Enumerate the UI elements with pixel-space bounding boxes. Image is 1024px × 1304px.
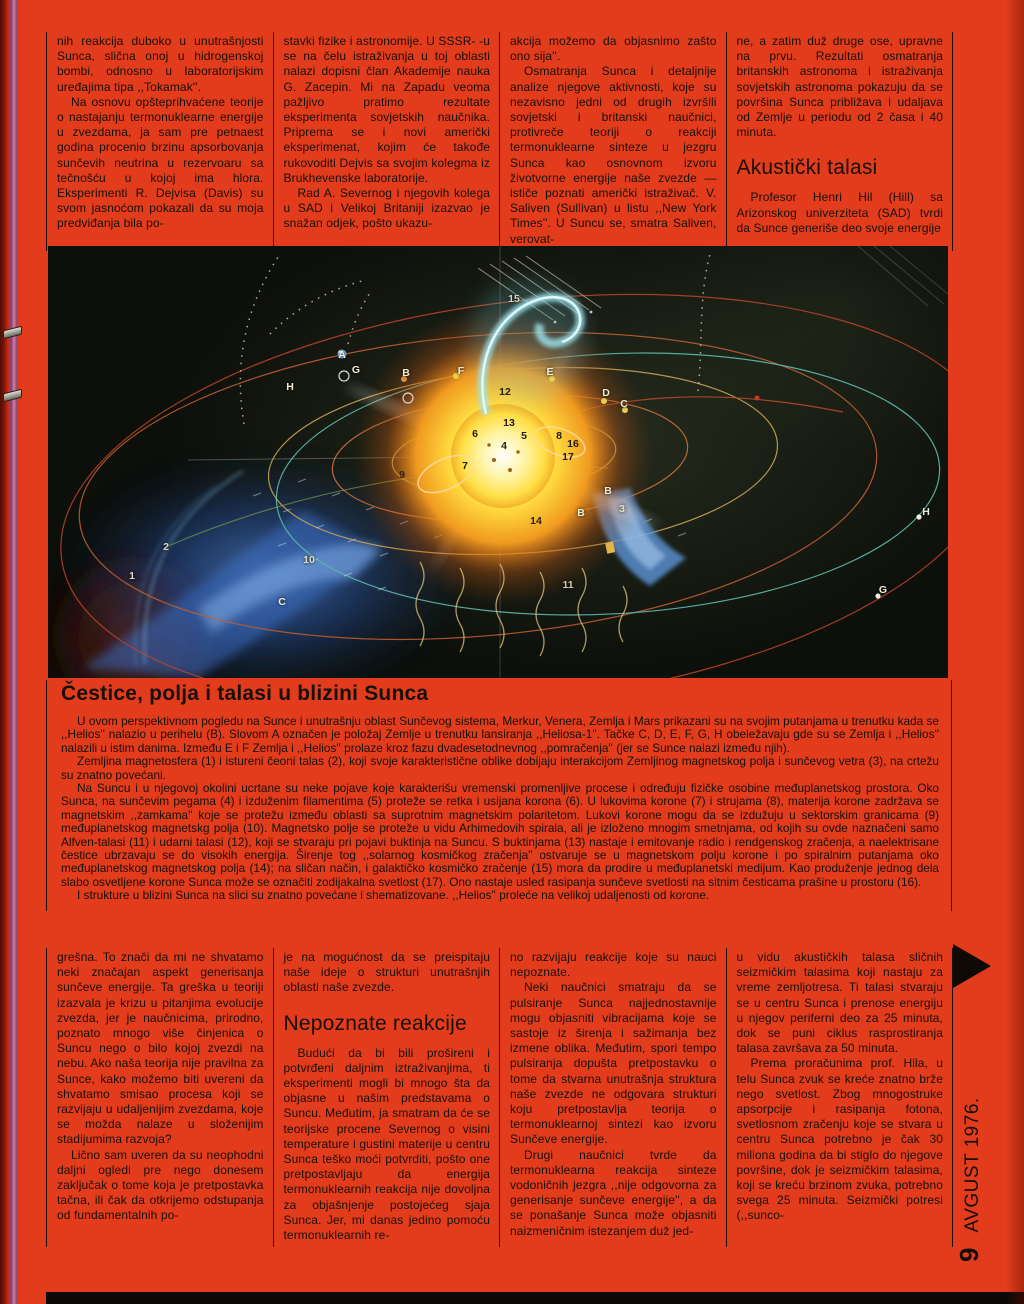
- figure-label-6: 6: [472, 428, 478, 440]
- red-dot-marker: [755, 396, 760, 401]
- paragraph: nih reakcija duboko u unutrašnjosti Sunca, slična onoj u hidrogenskoj bombi, odnosno u laboratorijskim uređajima tipa ,,Tokamak''.: [57, 34, 264, 94]
- figure-label-A: A: [338, 349, 346, 361]
- text-column-7: [500, 948, 727, 1247]
- page-edge-shadow: [1006, 0, 1024, 1304]
- paragraph: Lično sam uveren da su neophodni daljni ogledi pre nego donesem zaključak o tome koja je pretpostavka tačna, ili čak da otkrijemo odstupanja od fundamentalnih po-: [57, 1147, 264, 1223]
- text-column-4: [727, 32, 954, 251]
- sunspot: [508, 468, 512, 472]
- figure-label-14: 14: [530, 515, 542, 527]
- figure-label-13: 13: [503, 417, 515, 429]
- paragraph: Na osnovu opšteprihvaćene teorije o nastajanju termonuklearne energije u zvezdama, ja sam pre petnaest godina procenio brzinu apsorbovanja sunčevih neutrina u rezervoaru sa tečnošću u kojoj ima hlora. Eksperimenti R. Dejvisa (Davis) su svom jasnoćom pokazali da su moja predviđanja bila po-: [57, 94, 264, 231]
- figure-label-12: 12: [499, 386, 511, 398]
- figure-label-D: D: [602, 387, 610, 399]
- page-number: 9: [954, 1247, 984, 1262]
- text-column-6: [274, 948, 501, 1247]
- figure-label-7: 7: [462, 460, 468, 472]
- text-column-2: [274, 32, 501, 251]
- figure-caption: [46, 680, 952, 911]
- text-column-5: [47, 948, 274, 1247]
- figure-label-G: G: [878, 584, 888, 596]
- paragraph: Neki naučnici smatraju da se pulsiranje Sunca najjednostavnije mogu objasniti vibracijama koje se sastoje iz širenja i sažimanja bez izmene oblika. Međutim, spori tempo pulsiranja dopušta pretpostavku o tome da stvarna unutrašnja struktura naše zvezde ne odgovara strukturi koju pretpostavlja teorija o termonuklearnoj sintezi kao izvoru Sunčeve energije.: [510, 980, 717, 1147]
- sunspot: [492, 458, 496, 462]
- paragraph: stavki fizike i astronomije. U SSSR- -u se na čelu istraživanja u toj oblasti nalazi dopisni član Akademije nauka G. Zacepin. Mi na Zapadu veoma pažljivo pratimo rezultate eksperimenta sovjetskih naučnika. Priprema se i novi američki eksperimenat, kojim će takođe rukovoditi Dejvis sa svojim kolegma iz Brukhevenske laboratorije.: [283, 34, 490, 185]
- figure-label-4: 4: [501, 440, 507, 452]
- paragraph: Rad A. Severnog i njegovih kolega u SAD i Velikoj Britaniji izazvao je snažan odjek, pošto ukazu-: [283, 186, 490, 231]
- figure-label-H: H: [286, 381, 294, 393]
- figure-label-B: B: [577, 507, 585, 519]
- spine-stripe: [10, 0, 17, 1304]
- section-heading: Nepoznate reakcije: [283, 1011, 467, 1035]
- figure-label-E: E: [546, 366, 554, 378]
- figure-label-3: 3: [619, 503, 625, 515]
- figure-label-F: F: [457, 365, 465, 377]
- caption-title: Čestice, polja i talasi u blizini Sunca: [61, 682, 429, 705]
- figure-label-B: B: [402, 367, 410, 379]
- paragraph: Zemljina magnetosfera (1) i istureni čeoni talas (2), koji svoje karakteristične oblike dobijaju interakcijom Zemljinog magnetskog polja i sunčevog vetra (3), na crtežu su znatno povećani.: [61, 754, 939, 782]
- figure-label-2: 2: [163, 541, 169, 553]
- paragraph: Budući da bi bili prošireni i potvrđeni daljnim iztraživanjima, ti eksperimenti mogli bi mnogo šta da objasne u našim predstavama o Suncu. Međutim, ja smatram da će se teorijske procene Severnog o visini temperature i gustini materije u centru Sunca teško moći potvrditi, pošto one pretpostavljaju da energija termonuklearnih reakcija nije dovoljna za objašnjenje postojećeg sjaja Sunca. Jer, mi danas jedino pomoću termonuklearnih re-: [283, 1045, 490, 1243]
- figure-label-11: 11: [562, 579, 574, 591]
- figure-label-8: 8: [556, 430, 562, 442]
- paragraph: Prema proračunima prof. Hila, u telu Sunca zvuk se kreće znatno brže nego svetlost. Zbog mnogostruke apsorpcije i rasipanja fotona, svetlosnom zračenju koje se stvara u centru Sunca potrebno je čak 30 miliona godina da bi stiglo do njegove površine, dok je seizmičkim talasima, koji se kreću brzinom zvuka, potrebno svega 25 minuta. Seizmički potresi (,,sunco-: [736, 1056, 943, 1223]
- figure-label-17: 17: [562, 451, 574, 463]
- paragraph: Na Suncu i u njegovoj okolini ucrtane su neke pojave koje karakterišu vremenski promenljive procese i određuju fizičke osobine međuplanetskog prostora. Oko Sunca, na sunčevim pegama (4) i izduženim filamentima (5) proteže se retka i usijana korona (6). U lukovima korone (7) i strujama (8), materija korone zadržava se magnetskim ,,zamkama'' koje se protežu između oblasti sa suprotnim magnetskim polaritetom. Lukovi korone mogu da se izdužuju u sektorskim granicama (9) međuplanetskog magnetskg polja (10). Magnetsko polje se proteže u vidu Arhimedovih spirala, ali je izloženo mnogim smetnjama, od kojih su ovde naznačeni samo Alfven-talasi (11) i udarni talasi (12), koji se stvaraju pri pojavi buktinja na Suncu. S buktinjama (13) nastaje i emitovanje radio i rendgenskog zračenja, a naelektrisane čestice ubrzavaju se do visokih energija. Širenje tog ,,solarnog kosmičkog zračenja'' ostvaruje se u magnetskom polju korone i po spiralnim putanjama oko međuplanetskog magnetskog polja (14); na sličan način, i galaktičko kosmičko zračenje (15) mora da prodire u međuplanetski medijum. Kao produženje jednog dela slabo osvetljene korone Sunca može se označiti zodijakalna svetlost (17). Ono nastaje usled rasipanja sunčeve svetlosti na sitnim česticama prašine u prostoru (16).: [61, 781, 939, 889]
- figure-label-9: 9: [654, 404, 660, 416]
- text-column-8: [727, 948, 954, 1247]
- paragraph: U ovom perspektivnom pogledu na Sunce i unutrašnju oblast Sunčevog sistema, Merkur, Venera, Zemlja i Mars prikazani su na svojim putanjama u trenutku kada se ,,Helios'' nalazio u perihelu (B). Slovom A označen je položaj Zemlje u trenutku lansiranja ,,Heliosa-1''. Tačke C, D, E, F, G, H obeležavaju gde su se Zemlja i ,,Helios'' nalazili u istim danima. Između E i F Zemlja i ,,Helios'' prolaze kroz fazu dvadesetodnevnog ,,pomračenja'' (jer se Sunce nalazi između njih).: [61, 714, 939, 755]
- paragraph: ne, a zatim duž druge ose, upravne na prvu. Rezultati osmatranja britanskih astronoma i istraživanja sovjetskih astronoma pokazuju da se površina Sunca približava i udaljava od Zemlje u periodu od 2 časa i 40 minuta.: [736, 34, 943, 140]
- figure-label-15: 15: [508, 293, 520, 305]
- figure-label-C: C: [278, 596, 286, 608]
- figure-label-9: 9: [399, 469, 405, 481]
- bottom-text-section: [46, 948, 953, 1247]
- paragraph: je na mogućnost da se preispitaju naše ideje o strukturi unutrašnjih oblasti naše zvezde.: [283, 950, 490, 995]
- bottom-rule: [46, 1292, 1024, 1304]
- caption-body: [61, 715, 939, 903]
- solar-illustration: [48, 246, 948, 678]
- figure-label-1: 1: [129, 570, 135, 582]
- earth-marker: [338, 350, 347, 359]
- figure-label-10: 10: [303, 554, 315, 566]
- section-heading: Akustički talasi: [736, 156, 878, 180]
- paragraph: I strukture u blizini Sunca na slici su znatno povećane i shematizovane. ,,Helios'' proleće na velikoj udaljenosti od korone.: [77, 888, 710, 903]
- figure-label-B: B: [604, 485, 612, 497]
- edition-date: AVGUST 1976.: [962, 1097, 983, 1233]
- top-text-section: [46, 32, 953, 251]
- figure-label-G: G: [351, 364, 361, 376]
- paragraph: akcija možemo da objasnimo zašto ono sija''.: [510, 34, 717, 64]
- paragraph: no razvijaju reakcije koje su nauci nepoznate.: [510, 950, 717, 980]
- paragraph: grešna. To znači da mi ne shvatamo neki značajan aspekt generisanja sunčeve energije. Ta greška u teoriji izazvala je krizu u pitanjima evolucije zvezda, jer je naučnicima, prirodno, poznato mnogo više činjenica o Suncu nego o bilo kojoj zvezdi na nebu. Ako naša teorija nije pravilna za Sunce, kako možemo biti uvereni da shvatamo smisao procesa koji se razvijaju u udaljenijim zvezdama, koje se možda nalaze u složenijim stadijumima razvoja?: [57, 950, 264, 1147]
- sunspot: [516, 450, 519, 453]
- paragraph: u vidu akustičkih talasa sličnih seizmičkim talasima koji nastaju za vreme zemljotresa. Ti talasi stvaraju se u centru Sunca i prenose energiju u njegov periferni deo za 25 minuta, dok se puni ciklus rasprostiranja talasa završava za 50 minuta.: [736, 950, 943, 1056]
- paragraph: Profesor Henri Hil (Hill) sa Arizonskog univerziteta (SAD) tvrdi da Sunce generiše deo svoje energije: [736, 190, 943, 235]
- figure-label-16: 16: [567, 438, 579, 450]
- paragraph: Osmatranja Sunca i detaljnije analize njegove aktivnosti, koje su nezavisno jedni od drugih izvršili sovjetski i britanski naučnici, protivreče teoriji o reakciji termonuklearne sinteze u jezgru Sunca kao osnovnom izvoru životvorne energije naše zvezde — ističe poznati američki istraživač. V. Saliven (Sullivan) u listu ,,New York Times''. U Suncu se, smatra Saliven, verovat-: [510, 64, 717, 246]
- text-column-3: [500, 32, 727, 251]
- figure-label-H: H: [922, 506, 930, 518]
- magazine-spine: [0, 0, 24, 1304]
- figure-label-5: 5: [521, 430, 527, 442]
- sunspot: [487, 443, 490, 446]
- paragraph: Drugi naučnici tvrde da termonuklearna reakcija sinteze vodoničnih jezgra ,,nije odgovorna za generisanje sunčeve energije'', a da se ponašanje Sunca može objasniti naizmeničnim istezanjem duž jed-: [510, 1147, 717, 1238]
- edition-footer: [954, 962, 985, 1262]
- text-column-1: [47, 32, 274, 251]
- figure-label-C: C: [620, 398, 628, 410]
